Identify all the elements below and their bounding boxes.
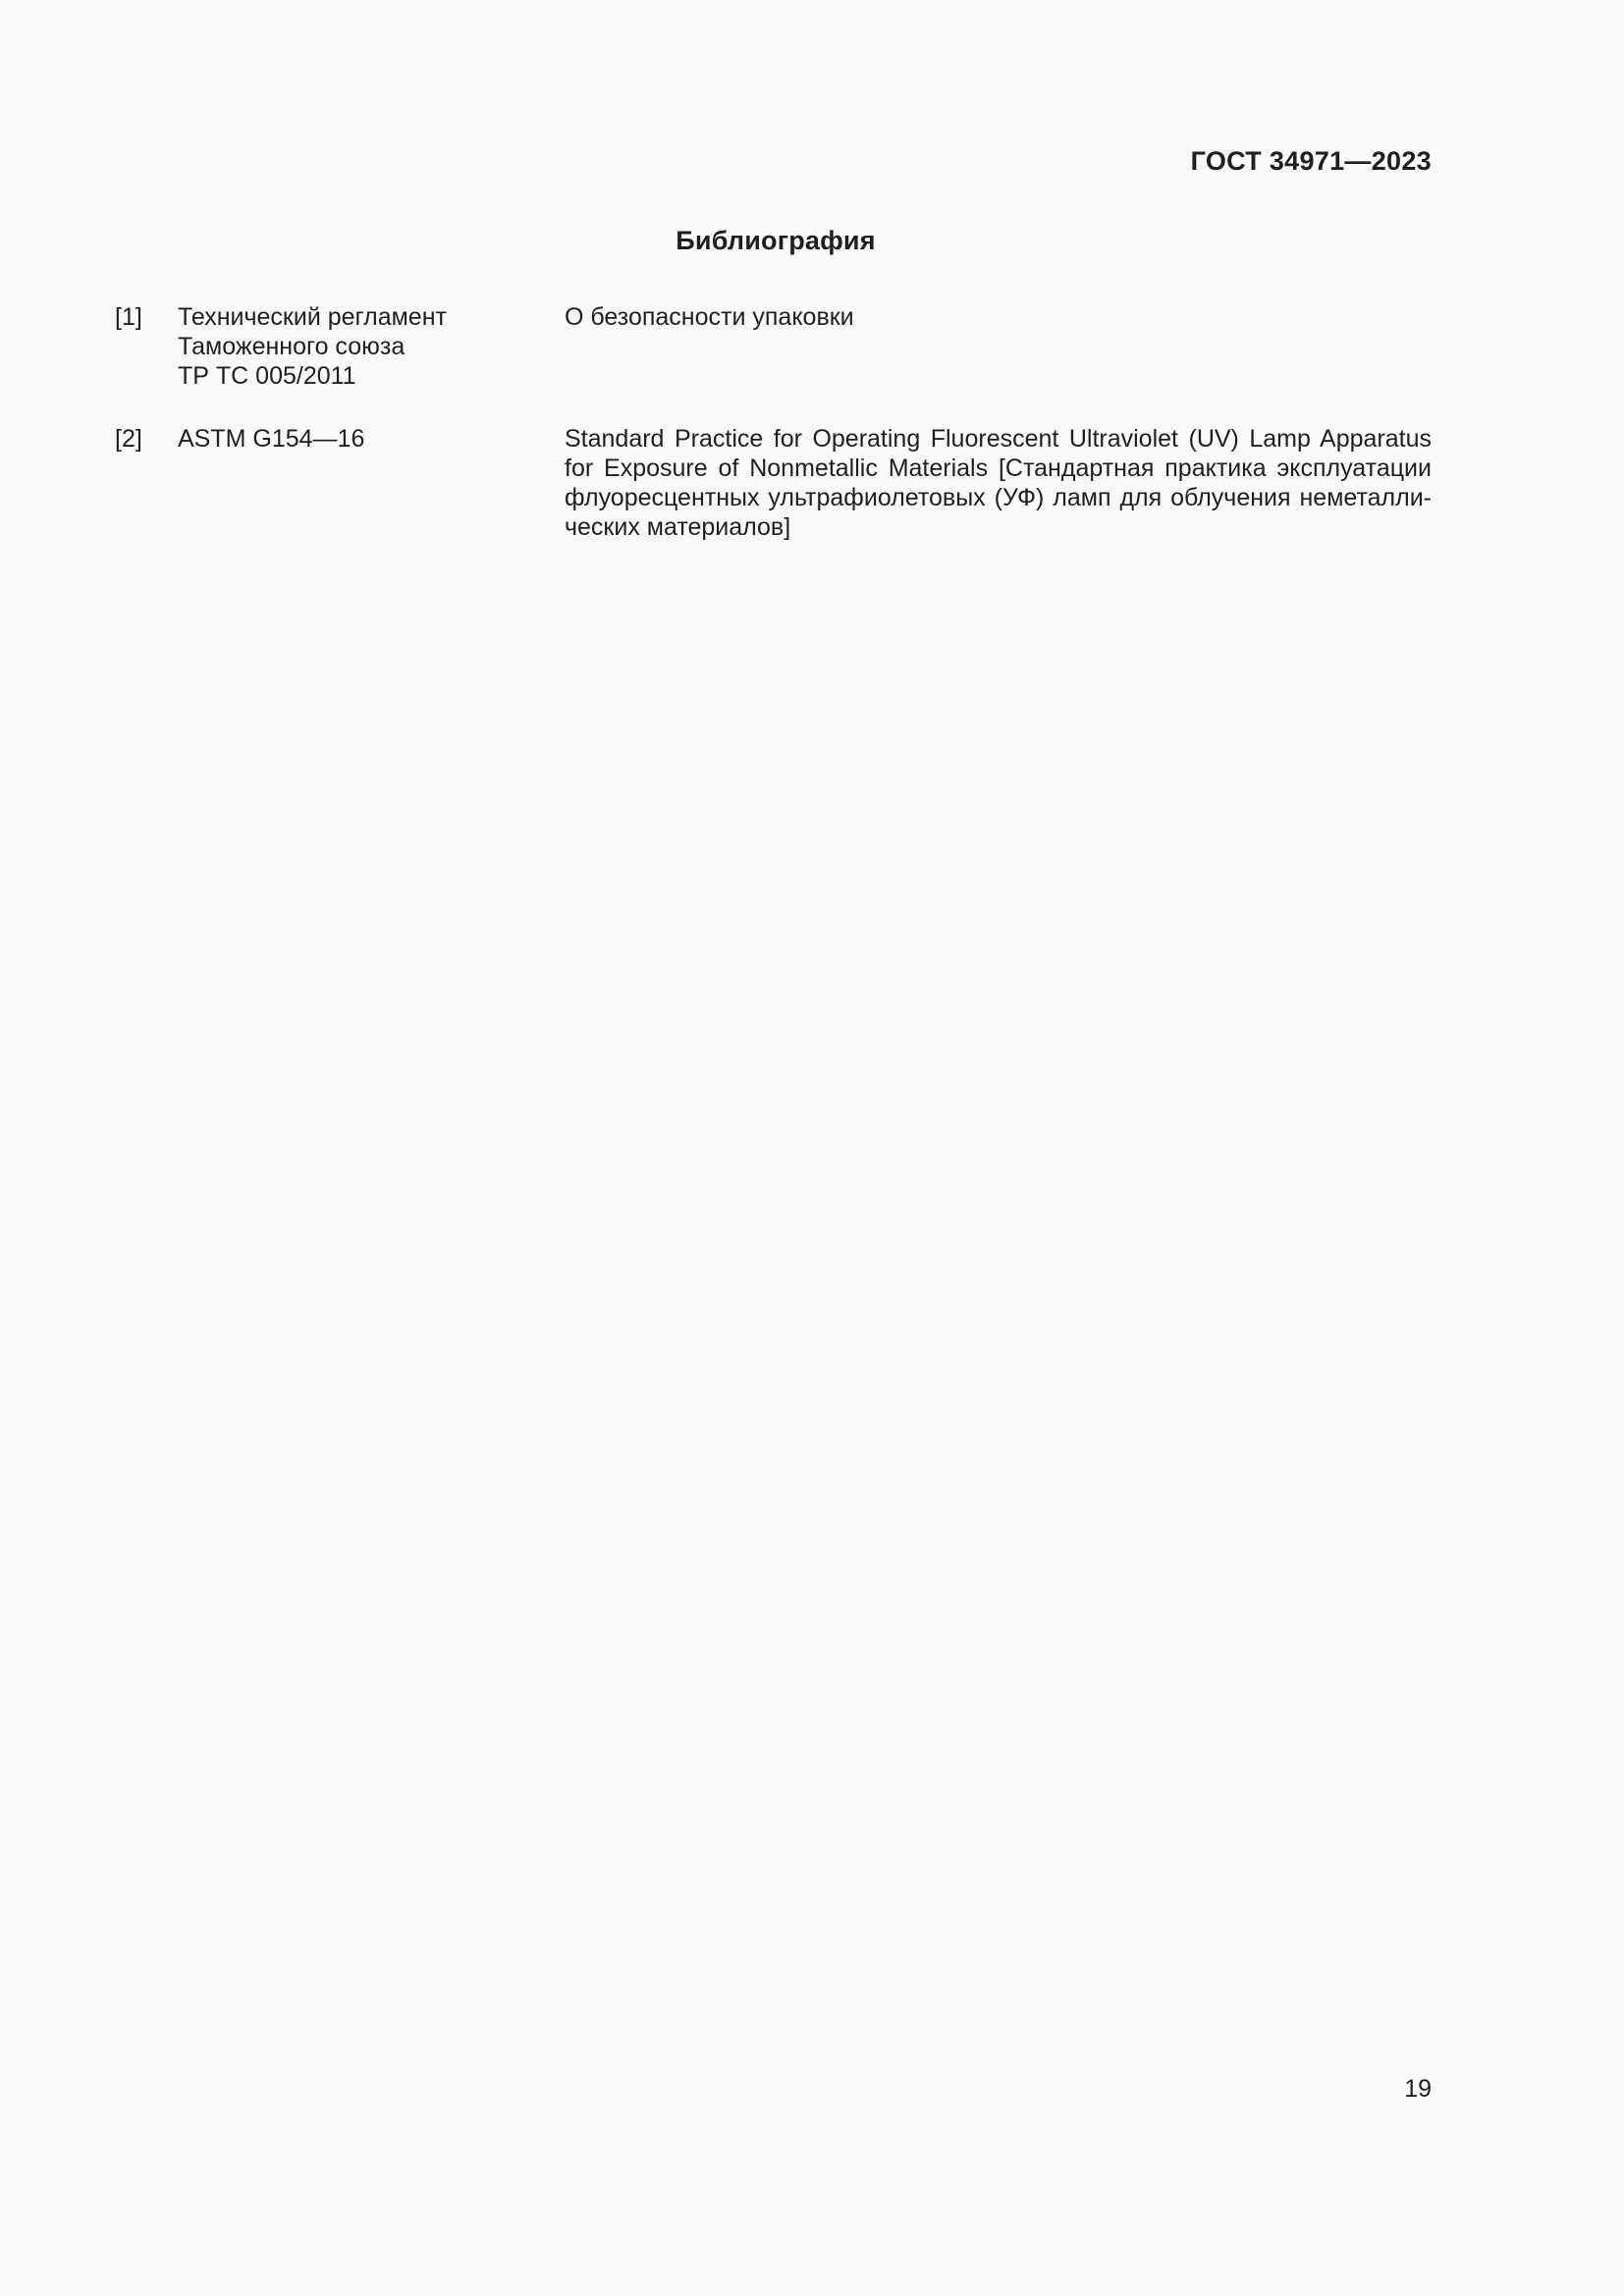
reference-number: [1] [115, 303, 142, 331]
bibliography-list [115, 302, 1432, 542]
reference-description: О безопасности упаковки [565, 303, 854, 331]
reference-source: ASTM G154—16 [178, 425, 365, 453]
reference-source: Технический регламент Таможенного союза ТР ТС 005/2011 [178, 303, 447, 390]
bibliography-title: Библиография [676, 226, 876, 255]
page-number: 19 [1404, 2075, 1432, 2103]
document-code: ГОСТ 34971—2023 [1190, 146, 1432, 176]
bibliography-entry [115, 302, 1432, 391]
reference-number: [2] [115, 425, 142, 453]
reference-description: Standard Practice for Operating Fluorescent Ultraviolet (UV) Lamp Apparatus for Exposure of Nonmetallic Materials [Стандартная практика эксплуатации флуоресцентных ультрафиолетовых (УФ) ламп для облучения неметаллических материалов] [565, 425, 1432, 541]
bibliography-entry [115, 424, 1432, 542]
